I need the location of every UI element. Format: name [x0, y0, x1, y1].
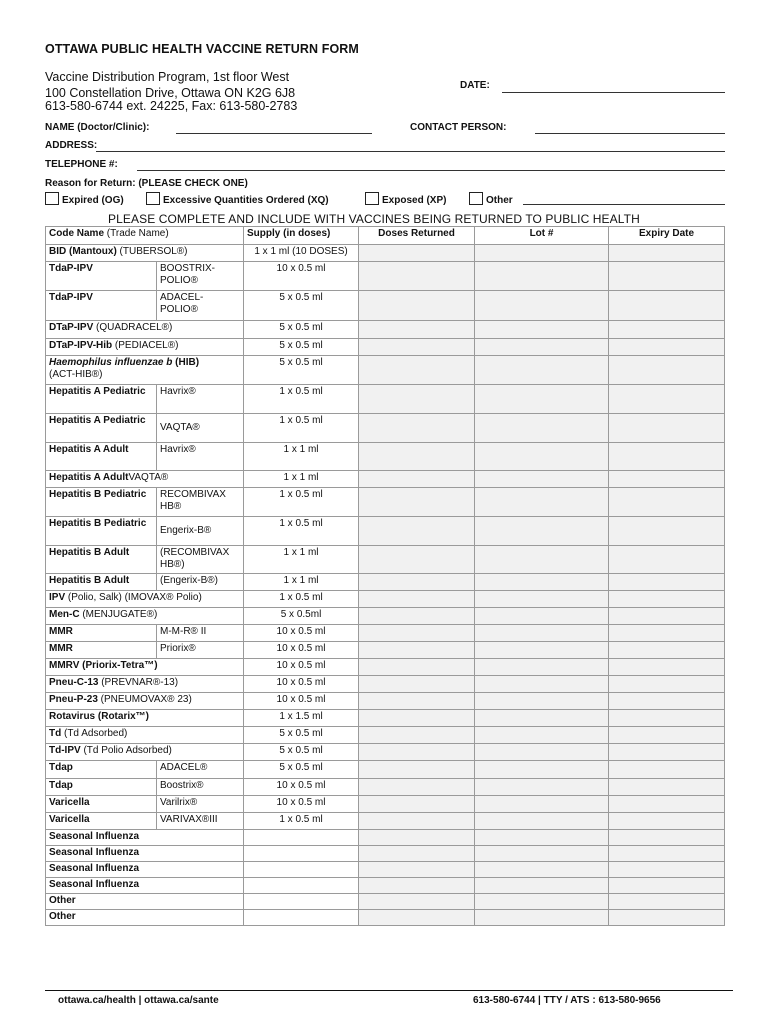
table-row	[46, 517, 725, 546]
supply-cell: 5 x 0.5 ml	[244, 356, 359, 385]
supply-cell	[244, 878, 359, 894]
vaccine-trade-name: BOOSTRIX-POLIO®	[157, 262, 244, 291]
lot-cell[interactable]	[475, 574, 609, 591]
table-row	[46, 796, 725, 813]
vaccine-code-name: Hepatitis A Pediatric	[46, 385, 157, 414]
table-row	[46, 676, 725, 693]
reason-option-label: Expired (OG)	[62, 195, 124, 206]
table-row	[46, 659, 725, 676]
name-field[interactable]	[176, 133, 372, 134]
doses-returned-cell[interactable]	[359, 830, 475, 846]
table-row	[46, 642, 725, 659]
table-row	[46, 574, 725, 591]
vaccine-code-name-text: Td-IPV	[49, 745, 81, 756]
vaccine-code-name	[46, 693, 244, 710]
vaccine-code-name: MMR	[46, 642, 157, 659]
reason-option-label: Excessive Quantities Ordered (XQ)	[163, 195, 329, 206]
expiry-date-cell[interactable]	[609, 710, 725, 727]
table-row	[46, 291, 725, 321]
vaccine-code-name-text: Seasonal Influenza	[49, 879, 140, 890]
vaccine-code-name-text: Td	[49, 728, 62, 739]
vaccine-code-name	[46, 591, 244, 608]
supply-cell: 1 x 0.5 ml	[244, 517, 359, 546]
expiry-date-cell[interactable]	[609, 693, 725, 710]
vaccine-code-name	[46, 830, 244, 846]
lot-cell[interactable]	[475, 727, 609, 744]
vaccine-code-name-text: Pneu-P-23	[49, 694, 98, 705]
vaccine-code-name	[46, 727, 244, 744]
doses-returned-cell[interactable]	[359, 894, 475, 910]
checkbox-exposed[interactable]	[365, 192, 379, 205]
supply-cell: 1 x 1 ml	[244, 471, 359, 488]
supply-cell: 1 x 1.5 ml	[244, 710, 359, 727]
expiry-date-cell[interactable]	[609, 414, 725, 443]
doses-returned-cell[interactable]	[359, 356, 475, 385]
supply-cell	[244, 894, 359, 910]
doses-returned-cell[interactable]	[359, 321, 475, 339]
lot-cell[interactable]	[475, 488, 609, 517]
reason-option-label: Other	[486, 195, 513, 206]
supply-cell: 10 x 0.5 ml	[244, 796, 359, 813]
supply-cell: 5 x 0.5 ml	[244, 727, 359, 744]
vaccine-trade-name: (Engerix-B®)	[157, 574, 244, 591]
doses-returned-cell[interactable]	[359, 779, 475, 796]
lot-cell[interactable]	[475, 291, 609, 321]
table-row	[46, 710, 725, 727]
vaccine-trade-name: RECOMBIVAX HB®	[157, 488, 244, 517]
table-row	[46, 546, 725, 574]
footer-websites: ottawa.ca/health | ottawa.ca/sante	[58, 995, 219, 1006]
doses-returned-cell[interactable]	[359, 262, 475, 291]
expiry-date-cell[interactable]	[609, 779, 725, 796]
vaccine-trade-name: (PEDIACEL®)	[112, 340, 179, 351]
doses-returned-cell[interactable]	[359, 862, 475, 878]
vaccine-code-name: Tdap	[46, 761, 157, 779]
table-row	[46, 894, 725, 910]
expiry-date-cell[interactable]	[609, 291, 725, 321]
expiry-date-cell[interactable]	[609, 878, 725, 894]
doses-returned-cell[interactable]	[359, 761, 475, 779]
doses-returned-cell[interactable]	[359, 471, 475, 488]
table-row	[46, 744, 725, 761]
doses-returned-cell[interactable]	[359, 625, 475, 642]
lot-cell[interactable]	[475, 878, 609, 894]
table-row	[46, 339, 725, 356]
telephone-label: TELEPHONE #:	[45, 159, 118, 170]
supply-cell: 10 x 0.5 ml	[244, 779, 359, 796]
doses-returned-cell[interactable]	[359, 414, 475, 443]
vaccine-trade-name: (MENJUGATE®)	[79, 609, 158, 620]
vaccine-code-name	[46, 321, 244, 339]
header-expiry-date: Expiry Date	[609, 227, 725, 245]
vaccine-code-name-text: Rotavirus (Rotarix™)	[49, 711, 150, 722]
expiry-date-cell[interactable]	[609, 517, 725, 546]
lot-cell[interactable]	[475, 813, 609, 830]
footer-divider	[45, 990, 733, 991]
expiry-date-cell[interactable]	[609, 642, 725, 659]
contact-person-field[interactable]	[535, 133, 725, 134]
reason-option-other[interactable]	[469, 192, 513, 206]
table-row	[46, 245, 725, 262]
expiry-date-cell[interactable]	[609, 591, 725, 608]
vaccine-code-name: Hepatitis A Adult	[46, 443, 157, 471]
expiry-date-cell[interactable]	[609, 744, 725, 761]
doses-returned-cell[interactable]	[359, 385, 475, 414]
supply-cell: 5 x 0.5 ml	[244, 291, 359, 321]
table-row	[46, 414, 725, 443]
supply-cell: 5 x 0.5 ml	[244, 744, 359, 761]
vaccine-code-name	[46, 245, 244, 262]
doses-returned-cell[interactable]	[359, 878, 475, 894]
doses-returned-cell[interactable]	[359, 608, 475, 625]
vaccine-trade-name: (Td Polio Adsorbed)	[80, 745, 172, 756]
vaccine-code-name: TdaP-IPV	[46, 291, 157, 321]
vaccine-trade-name: Havrix®	[157, 385, 244, 414]
vaccine-code-name	[46, 846, 244, 862]
vaccine-code-name	[46, 710, 244, 727]
expiry-date-cell[interactable]	[609, 471, 725, 488]
reason-option-expired[interactable]	[45, 192, 124, 206]
lot-cell[interactable]	[475, 517, 609, 546]
doses-returned-cell[interactable]	[359, 727, 475, 744]
table-row	[46, 591, 725, 608]
supply-cell: 1 x 1 ml	[244, 574, 359, 591]
checkbox-excessive[interactable]	[146, 192, 160, 205]
date-field[interactable]	[502, 92, 725, 93]
supply-cell: 5 x 0.5 ml	[244, 321, 359, 339]
address-line-1: Vaccine Distribution Program, 1st floor West	[45, 70, 290, 84]
vaccine-code-name	[46, 910, 244, 926]
supply-cell: 1 x 0.5 ml	[244, 591, 359, 608]
vaccine-code-name-text: Other	[49, 911, 76, 922]
table-row	[46, 830, 725, 846]
vaccine-trade-name: (PNEUMOVAX® 23)	[97, 694, 192, 705]
supply-cell: 1 x 1 ml (10 DOSES)	[244, 245, 359, 262]
expiry-date-cell[interactable]	[609, 830, 725, 846]
doses-returned-cell[interactable]	[359, 546, 475, 574]
vaccine-code-name: Tdap	[46, 779, 157, 796]
reason-option-exposed[interactable]	[365, 192, 446, 206]
table-row	[46, 693, 725, 710]
vaccine-trade-name: ADACEL®	[157, 761, 244, 779]
supply-cell: 5 x 0.5 ml	[244, 339, 359, 356]
doses-returned-cell[interactable]	[359, 676, 475, 693]
supply-cell: 5 x 0.5ml	[244, 608, 359, 625]
vaccine-code-name-text: Seasonal Influenza	[49, 831, 140, 842]
vaccine-trade-name: (RECOMBIVAX HB®)	[157, 546, 244, 574]
lot-cell[interactable]	[475, 894, 609, 910]
doses-returned-cell[interactable]	[359, 744, 475, 761]
lot-cell[interactable]	[475, 443, 609, 471]
lot-cell[interactable]	[475, 385, 609, 414]
lot-cell[interactable]	[475, 591, 609, 608]
lot-cell[interactable]	[475, 471, 609, 488]
instruction-heading: PLEASE COMPLETE AND INCLUDE WITH VACCINES BEING RETURNED TO PUBLIC HEALTH	[108, 212, 640, 226]
lot-cell[interactable]	[475, 321, 609, 339]
lot-cell[interactable]	[475, 625, 609, 642]
doses-returned-cell[interactable]	[359, 339, 475, 356]
vaccine-code-name-text: Men-C	[49, 609, 80, 620]
table-row	[46, 385, 725, 414]
header-code-name: Code Name (Trade Name)	[46, 227, 244, 245]
expiry-date-cell[interactable]	[609, 339, 725, 356]
vaccine-trade-name: VAQTA®	[157, 414, 244, 443]
expiry-date-cell[interactable]	[609, 625, 725, 642]
lot-cell[interactable]	[475, 761, 609, 779]
doses-returned-cell[interactable]	[359, 693, 475, 710]
vaccine-code-name-text: Pneu-C-13	[49, 677, 99, 688]
supply-cell: 10 x 0.5 ml	[244, 659, 359, 676]
vaccine-code-name	[46, 744, 244, 761]
vaccine-code-name: Hepatitis B Adult	[46, 574, 157, 591]
lot-cell[interactable]	[475, 846, 609, 862]
supply-cell: 5 x 0.5 ml	[244, 761, 359, 779]
lot-cell[interactable]	[475, 796, 609, 813]
expiry-date-cell[interactable]	[609, 796, 725, 813]
checkbox-other[interactable]	[469, 192, 483, 205]
supply-cell: 10 x 0.5 ml	[244, 262, 359, 291]
table-row	[46, 727, 725, 744]
footer-phone: 613-580-6744 | TTY / ATS : 613-580-9656	[473, 995, 661, 1006]
vaccine-code-name-text: BID (Mantoux)	[49, 246, 117, 257]
lot-cell[interactable]	[475, 910, 609, 926]
vaccine-code-name	[46, 894, 244, 910]
vaccine-trade-name: Boostrix®	[157, 779, 244, 796]
doses-returned-cell[interactable]	[359, 591, 475, 608]
vaccine-code-name	[46, 862, 244, 878]
vaccine-trade-name: Havrix®	[157, 443, 244, 471]
vaccine-code-name: Hepatitis B Pediatric	[46, 517, 157, 546]
expiry-date-cell[interactable]	[609, 443, 725, 471]
table-row	[46, 878, 725, 894]
vaccine-code-name	[46, 659, 244, 676]
lot-cell[interactable]	[475, 414, 609, 443]
checkbox-expired[interactable]	[45, 192, 59, 205]
expiry-date-cell[interactable]	[609, 659, 725, 676]
name-label: NAME (Doctor/Clinic):	[45, 122, 150, 133]
expiry-date-cell[interactable]	[609, 385, 725, 414]
table-row	[46, 262, 725, 291]
lot-cell[interactable]	[475, 642, 609, 659]
table-row	[46, 779, 725, 796]
supply-cell: 1 x 1 ml	[244, 546, 359, 574]
expiry-date-cell[interactable]	[609, 910, 725, 926]
vaccine-code-name-text: IPV	[49, 592, 66, 603]
expiry-date-cell[interactable]	[609, 727, 725, 744]
contact-person-label: CONTACT PERSON:	[410, 122, 507, 133]
supply-cell: 1 x 0.5 ml	[244, 385, 359, 414]
supply-cell	[244, 846, 359, 862]
expiry-date-cell[interactable]	[609, 356, 725, 385]
vaccine-code-name: Varicella	[46, 796, 157, 813]
reason-option-label: Exposed (XP)	[382, 195, 447, 206]
expiry-date-cell[interactable]	[609, 488, 725, 517]
date-label: DATE:	[460, 80, 490, 91]
lot-cell[interactable]	[475, 245, 609, 262]
header-supply: Supply (in doses)	[244, 227, 359, 245]
vaccine-trade-name: (HIB)	[172, 357, 200, 368]
doses-returned-cell[interactable]	[359, 846, 475, 862]
lot-cell[interactable]	[475, 676, 609, 693]
lot-cell[interactable]	[475, 693, 609, 710]
expiry-date-cell[interactable]	[609, 262, 725, 291]
vaccine-code-name	[46, 878, 244, 894]
vaccine-trade-name: (PREVNAR®-13)	[98, 677, 179, 688]
doses-returned-cell[interactable]	[359, 488, 475, 517]
doses-returned-cell[interactable]	[359, 796, 475, 813]
expiry-date-cell[interactable]	[609, 676, 725, 693]
vaccine-trade-name: Varilrix®	[157, 796, 244, 813]
vaccine-code-name-text: DTaP-IPV-Hib	[49, 340, 113, 351]
vaccine-trade-name: (QUADRACEL®)	[93, 322, 173, 333]
lot-cell[interactable]	[475, 659, 609, 676]
table-row	[46, 846, 725, 862]
supply-cell	[244, 830, 359, 846]
supply-cell: 1 x 0.5 ml	[244, 813, 359, 830]
table-row	[46, 761, 725, 779]
expiry-date-cell[interactable]	[609, 862, 725, 878]
vaccine-table	[45, 226, 725, 926]
doses-returned-cell[interactable]	[359, 642, 475, 659]
doses-returned-cell[interactable]	[359, 574, 475, 591]
vaccine-code-name	[46, 608, 244, 625]
vaccine-trade-name-secondary: (ACT-HIB®)	[49, 369, 103, 380]
table-row	[46, 813, 725, 830]
supply-cell	[244, 910, 359, 926]
doses-returned-cell[interactable]	[359, 517, 475, 546]
vaccine-trade-name: (Polio, Salk) (IMOVAX® Polio)	[65, 592, 202, 603]
expiry-date-cell[interactable]	[609, 761, 725, 779]
vaccine-trade-name: Priorix®	[157, 642, 244, 659]
doses-returned-cell[interactable]	[359, 659, 475, 676]
expiry-date-cell[interactable]	[609, 894, 725, 910]
vaccine-code-name-text: Haemophilus influenzae b	[49, 357, 173, 368]
vaccine-code-name-text: Hepatitis A Adult	[49, 472, 129, 483]
table-row	[46, 471, 725, 488]
vaccine-code-name-text: Other	[49, 895, 76, 906]
supply-cell: 10 x 0.5 ml	[244, 693, 359, 710]
table-row	[46, 488, 725, 517]
doses-returned-cell[interactable]	[359, 710, 475, 727]
vaccine-code-name-text: Seasonal Influenza	[49, 863, 140, 874]
supply-cell: 10 x 0.5 ml	[244, 625, 359, 642]
form-title: OTTAWA PUBLIC HEALTH VACCINE RETURN FORM	[45, 42, 359, 56]
supply-cell: 1 x 0.5 ml	[244, 414, 359, 443]
vaccine-code-name: Hepatitis A Pediatric	[46, 414, 157, 443]
doses-returned-cell[interactable]	[359, 291, 475, 321]
lot-cell[interactable]	[475, 608, 609, 625]
vaccine-code-name: Hepatitis B Adult	[46, 546, 157, 574]
lot-cell[interactable]	[475, 262, 609, 291]
vaccine-code-name-text: MMRV (Priorix-Tetra™)	[49, 660, 158, 671]
header-doses-returned: Doses Returned	[359, 227, 475, 245]
lot-cell[interactable]	[475, 339, 609, 356]
expiry-date-cell[interactable]	[609, 846, 725, 862]
address-line-3: 613-580-6744 ext. 24225, Fax: 613-580-2783	[45, 99, 298, 113]
lot-cell[interactable]	[475, 744, 609, 761]
table-row	[46, 321, 725, 339]
vaccine-trade-name: VAQTA®	[128, 472, 169, 483]
vaccine-code-name	[46, 471, 244, 488]
vaccine-code-name	[46, 676, 244, 693]
supply-cell: 10 x 0.5 ml	[244, 676, 359, 693]
vaccine-code-name: TdaP-IPV	[46, 262, 157, 291]
vaccine-code-name-text: DTaP-IPV	[49, 322, 94, 333]
supply-cell	[244, 862, 359, 878]
expiry-date-cell[interactable]	[609, 813, 725, 830]
table-row	[46, 608, 725, 625]
vaccine-code-name: Hepatitis B Pediatric	[46, 488, 157, 517]
address-line-2: 100 Constellation Drive, Ottawa ON K2G 6J8	[45, 86, 296, 100]
vaccine-trade-name: Engerix-B®	[157, 517, 244, 546]
lot-cell[interactable]	[475, 779, 609, 796]
lot-cell[interactable]	[475, 710, 609, 727]
lot-cell[interactable]	[475, 830, 609, 846]
reason-option-excessive[interactable]	[146, 192, 329, 206]
doses-returned-cell[interactable]	[359, 245, 475, 262]
table-header-row	[46, 227, 725, 245]
doses-returned-cell[interactable]	[359, 443, 475, 471]
vaccine-code-name: Varicella	[46, 813, 157, 830]
expiry-date-cell[interactable]	[609, 321, 725, 339]
table-row	[46, 443, 725, 471]
doses-returned-cell[interactable]	[359, 813, 475, 830]
header-lot: Lot #	[475, 227, 609, 245]
supply-cell: 1 x 1 ml	[244, 443, 359, 471]
vaccine-trade-name: (Td Adsorbed)	[61, 728, 128, 739]
lot-cell[interactable]	[475, 356, 609, 385]
expiry-date-cell[interactable]	[609, 574, 725, 591]
address-label: ADDRESS:	[45, 140, 98, 151]
expiry-date-cell[interactable]	[609, 245, 725, 262]
table-row	[46, 625, 725, 642]
supply-cell: 10 x 0.5 ml	[244, 642, 359, 659]
address-field[interactable]	[96, 151, 725, 152]
vaccine-code-name	[46, 339, 244, 356]
vaccine-code-name: MMR	[46, 625, 157, 642]
expiry-date-cell[interactable]	[609, 546, 725, 574]
supply-cell: 1 x 0.5 ml	[244, 488, 359, 517]
table-row	[46, 910, 725, 926]
expiry-date-cell[interactable]	[609, 608, 725, 625]
table-row	[46, 862, 725, 878]
vaccine-trade-name: (TUBERSOL®)	[116, 246, 188, 257]
vaccine-code-name	[46, 356, 244, 385]
table-row	[46, 356, 725, 385]
vaccine-trade-name: ADACEL-POLIO®	[157, 291, 244, 321]
reason-label: Reason for Return: (PLEASE CHECK ONE)	[45, 178, 248, 189]
doses-returned-cell[interactable]	[359, 910, 475, 926]
vaccine-trade-name: VARIVAX®III	[157, 813, 244, 830]
telephone-field[interactable]	[137, 170, 725, 171]
other-reason-field[interactable]	[523, 204, 725, 205]
lot-cell[interactable]	[475, 546, 609, 574]
lot-cell[interactable]	[475, 862, 609, 878]
vaccine-code-name-text: Seasonal Influenza	[49, 847, 140, 858]
vaccine-trade-name: M-M-R® II	[157, 625, 244, 642]
